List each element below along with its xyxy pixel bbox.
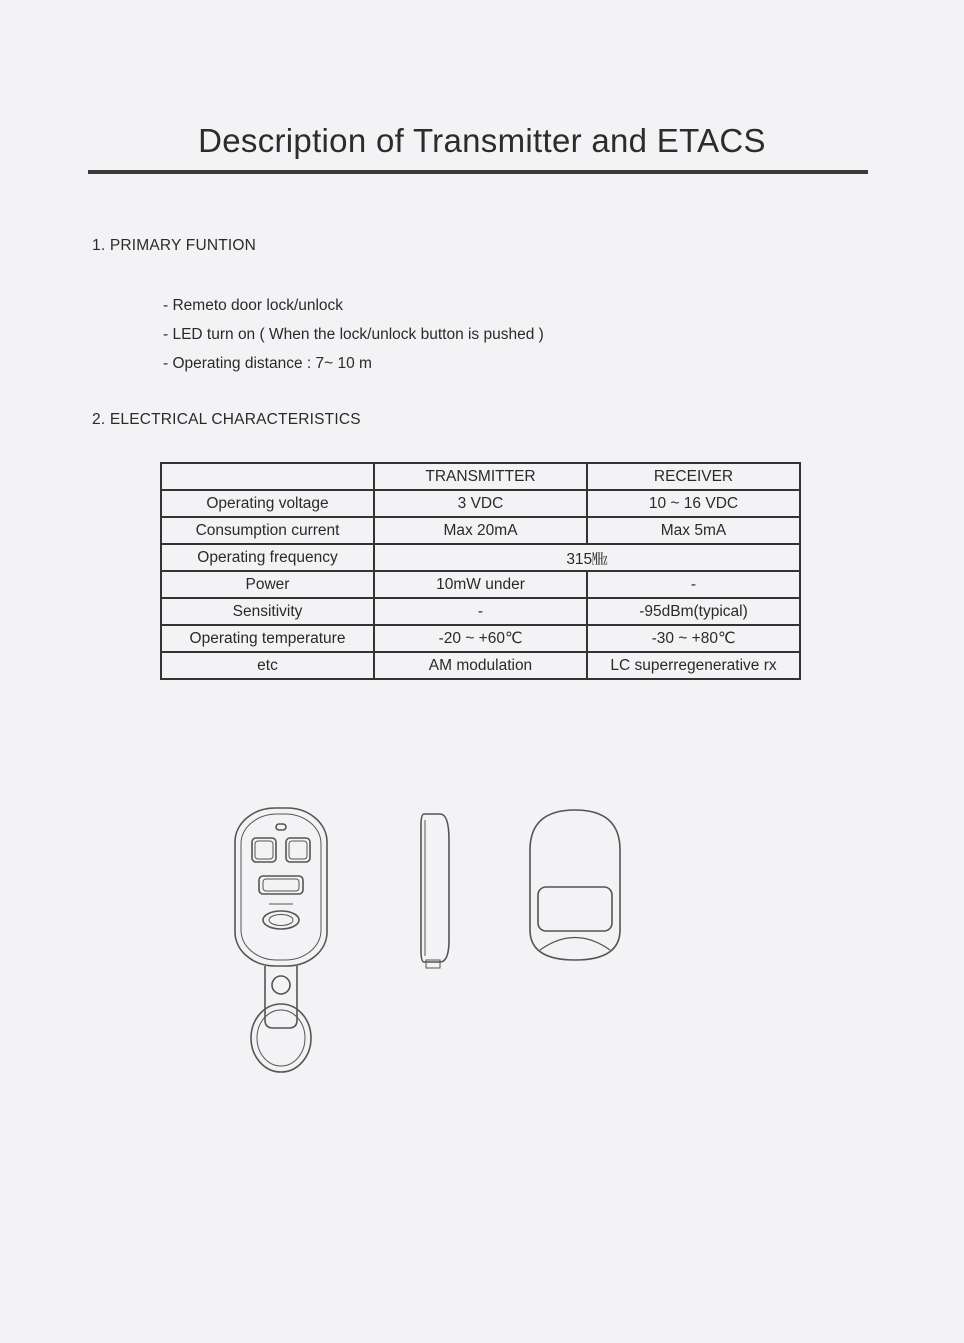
receiver-value: - xyxy=(587,571,800,598)
table-row xyxy=(161,598,800,625)
remote-button-lock-inner xyxy=(255,841,273,859)
list-item: - LED turn on ( When the lock/unlock button is pushed ) xyxy=(163,326,544,343)
remote-back-view xyxy=(530,810,620,960)
remote-front-view xyxy=(235,808,327,1072)
table-row xyxy=(161,544,800,571)
transmitter-drawing xyxy=(225,800,645,1090)
led-indicator-icon xyxy=(276,824,286,830)
row-label: Operating voltage xyxy=(161,490,374,517)
remote-brand-logo xyxy=(263,911,299,929)
key-ring-inner xyxy=(257,1010,305,1066)
title-underline xyxy=(88,170,868,174)
row-label: Operating frequency xyxy=(161,544,374,571)
primary-function-list xyxy=(163,294,544,381)
transmitter-value: Max 20mA xyxy=(374,517,587,544)
merged-value: 315㎒ xyxy=(374,544,800,571)
transmitter-value: 3 VDC xyxy=(374,490,587,517)
remote-back-tab-arc xyxy=(540,938,610,951)
list-item: - Remeto door lock/unlock xyxy=(163,297,344,314)
receiver-value: Max 5mA xyxy=(587,517,800,544)
key-tab-hole xyxy=(272,976,290,994)
receiver-value: LC superregenerative rx xyxy=(587,652,800,679)
row-label: Sensitivity xyxy=(161,598,374,625)
row-label: etc xyxy=(161,652,374,679)
receiver-value: -30 ~ +80℃ xyxy=(587,625,800,652)
table-header-cell: RECEIVER xyxy=(587,463,800,490)
page-title: Description of Transmitter and ETACS xyxy=(198,122,766,159)
table-header-cell: TRANSMITTER xyxy=(374,463,587,490)
row-label: Power xyxy=(161,571,374,598)
remote-body-inner-outline xyxy=(241,814,321,960)
key-ring-icon xyxy=(251,1004,311,1072)
remote-button-unlock-inner xyxy=(289,841,307,859)
table-row xyxy=(161,652,800,679)
row-label: Operating temperature xyxy=(161,625,374,652)
remote-button-trunk-inner xyxy=(263,879,299,891)
transmitter-value: - xyxy=(374,598,587,625)
row-label: Consumption current xyxy=(161,517,374,544)
remote-brand-logo-inner xyxy=(269,915,293,926)
table-header-cell xyxy=(161,463,374,490)
receiver-value: 10 ~ 16 VDC xyxy=(587,490,800,517)
battery-cover xyxy=(538,887,612,931)
transmitter-value: 10mW under xyxy=(374,571,587,598)
section-heading-primary-function: 1. PRIMARY FUNTION xyxy=(92,237,257,254)
transmitter-value: -20 ~ +60℃ xyxy=(374,625,587,652)
table-row xyxy=(161,517,800,544)
remote-side-view xyxy=(421,814,449,968)
table-row xyxy=(161,571,800,598)
section-heading-electrical-characteristics: 2. ELECTRICAL CHARACTERISTICS xyxy=(92,411,361,428)
list-item: - Operating distance : 7~ 10 m xyxy=(163,355,372,372)
table-header-row xyxy=(161,463,800,490)
table-row xyxy=(161,490,800,517)
transmitter-value: AM modulation xyxy=(374,652,587,679)
electrical-characteristics-table xyxy=(160,462,801,680)
receiver-value: -95dBm(typical) xyxy=(587,598,800,625)
remote-body-outline xyxy=(235,808,327,966)
table-row xyxy=(161,625,800,652)
